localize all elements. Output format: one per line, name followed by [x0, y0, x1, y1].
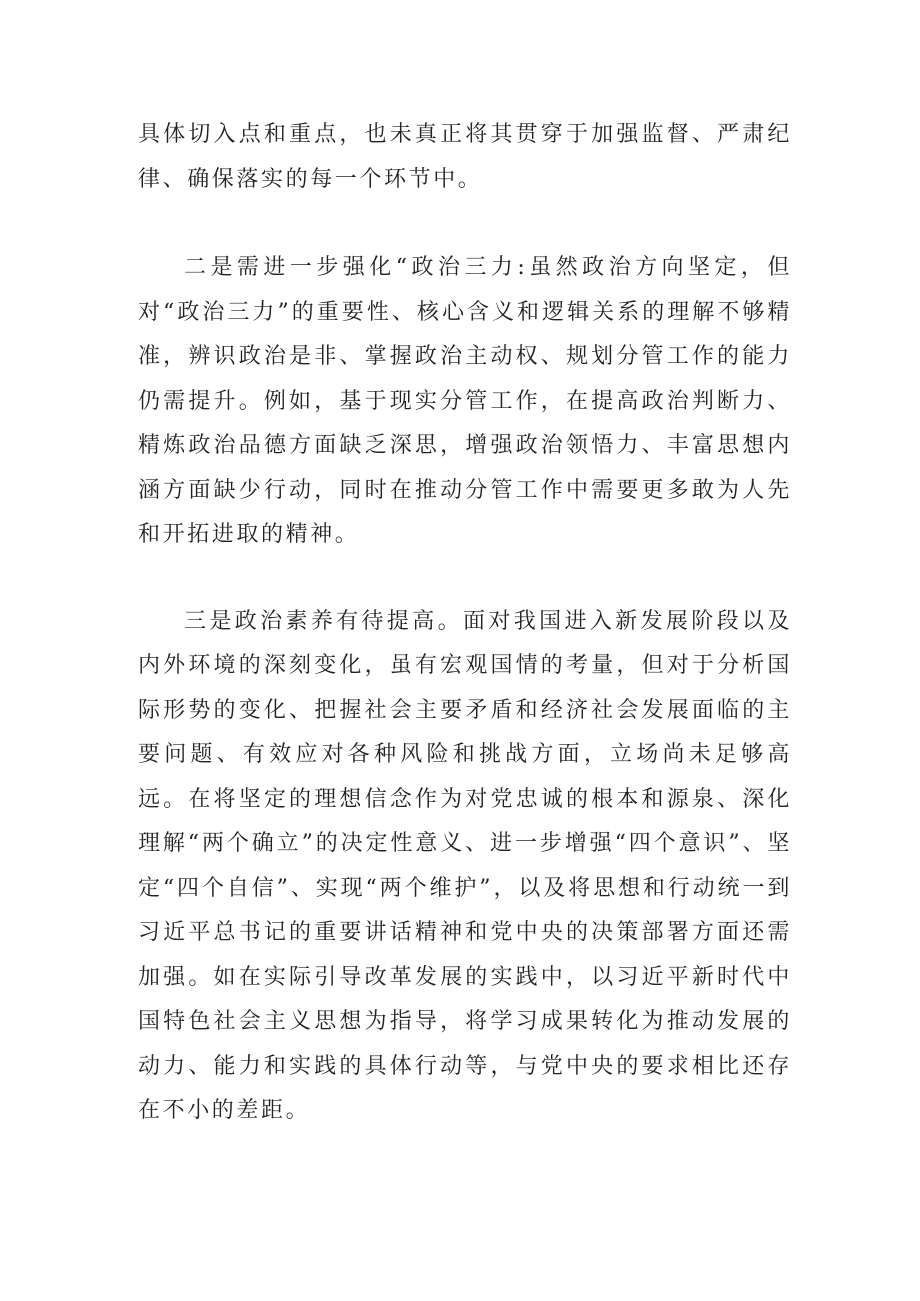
document-page: [138, 113, 792, 1134]
paragraph-political-three-abilities: 二是需进一步强化“政治三力:虽然政治方向坚定，但对“政治三力”的重要性、核心含义和逻辑关系的理解不够精准，辨识政治是非、掌握政治主动权、规划分管工作的能力仍需提升。例如，基于现实分管工作，在提高政治判断力、精炼政治品德方面缺乏深思，增强政治领悟力、丰富思想内涵方面缺少行动，同时在推动分管工作中需要更多敢为人先和开拓进取的精神。: [138, 255, 792, 547]
paragraph-continuation: 具体切入点和重点，也未真正将其贯穿于加强监督、严肃纪律、确保落实的每一个环节中。: [138, 122, 792, 192]
paragraph-political-literacy: 三是政治素养有待提高。面对我国进入新发展阶段以及内外环境的深刻变化，虽有宏观国情的考量，但对于分析国际形势的变化、把握社会主要矛盾和经济社会发展面临的主要问题、有效应对各种风险和挑战方面，立场尚未足够高远。在将坚定的理想信念作为对党忠诚的根本和源泉、深化理解“两个确立”的决定性意义、进一步增强“四个意识”、坚定“四个自信”、实现“两个维护”，以及将思想和行动统一到习近平总书记的重要讲话精神和党中央的决策部署方面还需加强。如在实际引导改革发展的实践中，以习近平新时代中国特色社会主义思想为指导，将学习成果转化为推动发展的动力、能力和实践的具体行动等，与党中央的要求相比还存在不小的差距。: [138, 608, 792, 1123]
